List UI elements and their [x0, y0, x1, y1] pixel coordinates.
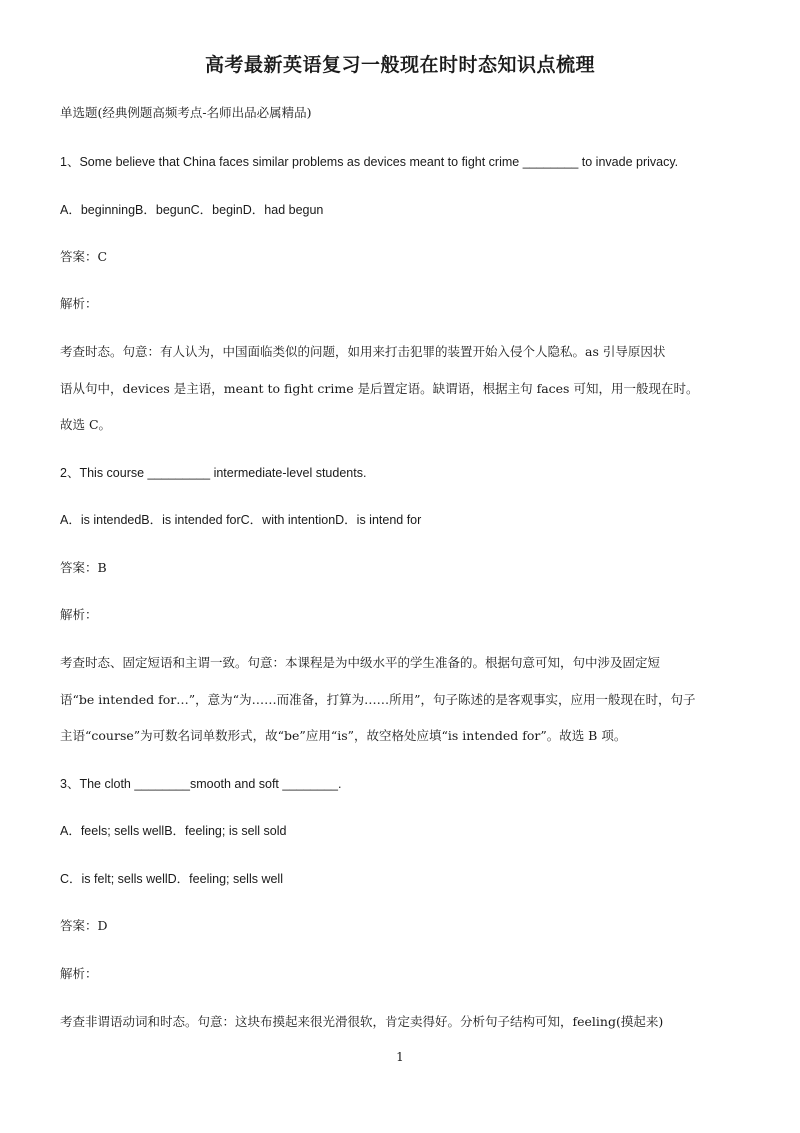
question-2-analysis-line: 主语“course”为可数名词单数形式，故“be”应用“is”，故空格处应填“is intended for”。故选 B 项。	[60, 728, 627, 743]
question-2-options: A．is intendedB．is intended forC．with intentionD．is intend for	[60, 513, 422, 527]
question-1-options: A．beginningB．begunC．beginD．had begun	[60, 203, 324, 217]
question-3: 3、The cloth ________smooth and soft ________.	[60, 777, 342, 791]
question-2-analysis-line: 考查时态、固定短语和主谓一致。句意：本课程是为中级水平的学生准备的。根据句意可知，句中涉及固定短	[60, 655, 661, 670]
question-1-analysis-line: 故选 C。	[60, 417, 112, 432]
question-1-analysis-line: 考查时态。句意：有人认为，中国面临类似的问题，如用来打击犯罪的装置开始入侵个人隐私。as 引导原因状	[60, 344, 666, 359]
page-number: 1	[396, 1050, 404, 1064]
section-heading: 单选题(经典例题高频考点-名师出品必属精品)	[60, 105, 312, 120]
question-2: 2、This course _________ intermediate-level students.	[60, 466, 367, 480]
question-1-analysis-label: 解析：	[60, 296, 98, 311]
question-3-analysis-label: 解析：	[60, 966, 98, 981]
question-1-analysis-line: 语从句中，devices 是主语，meant to fight crime 是后置定语。缺谓语，根据主句 faces 可知，用一般现在时。	[60, 381, 699, 396]
question-1-answer: 答案：C	[60, 249, 108, 264]
page-title: 高考最新英语复习一般现在时时态知识点梳理	[204, 54, 595, 76]
question-2-analysis-label: 解析：	[60, 607, 98, 622]
question-2-analysis-line: 语“be intended for…”，意为“为……而准备，打算为……所用”，句子陈述的是客观事实，应用一般现在时，句子	[60, 692, 696, 707]
question-1: 1、Some believe that China faces similar problems as devices meant to fight crime ________ to invade privacy.	[60, 155, 679, 169]
question-3-options: C．is felt; sells wellD．feeling; sells well	[60, 872, 283, 886]
question-3-options: A．feels; sells wellB．feeling; is sell sold	[60, 824, 287, 838]
question-3-answer: 答案：D	[60, 918, 108, 933]
question-2-answer: 答案：B	[60, 560, 107, 575]
question-3-analysis-line: 考查非谓语动词和时态。句意：这块布摸起来很光滑很软，肯定卖得好。分析句子结构可知，feeling(摸起来)	[60, 1014, 664, 1029]
